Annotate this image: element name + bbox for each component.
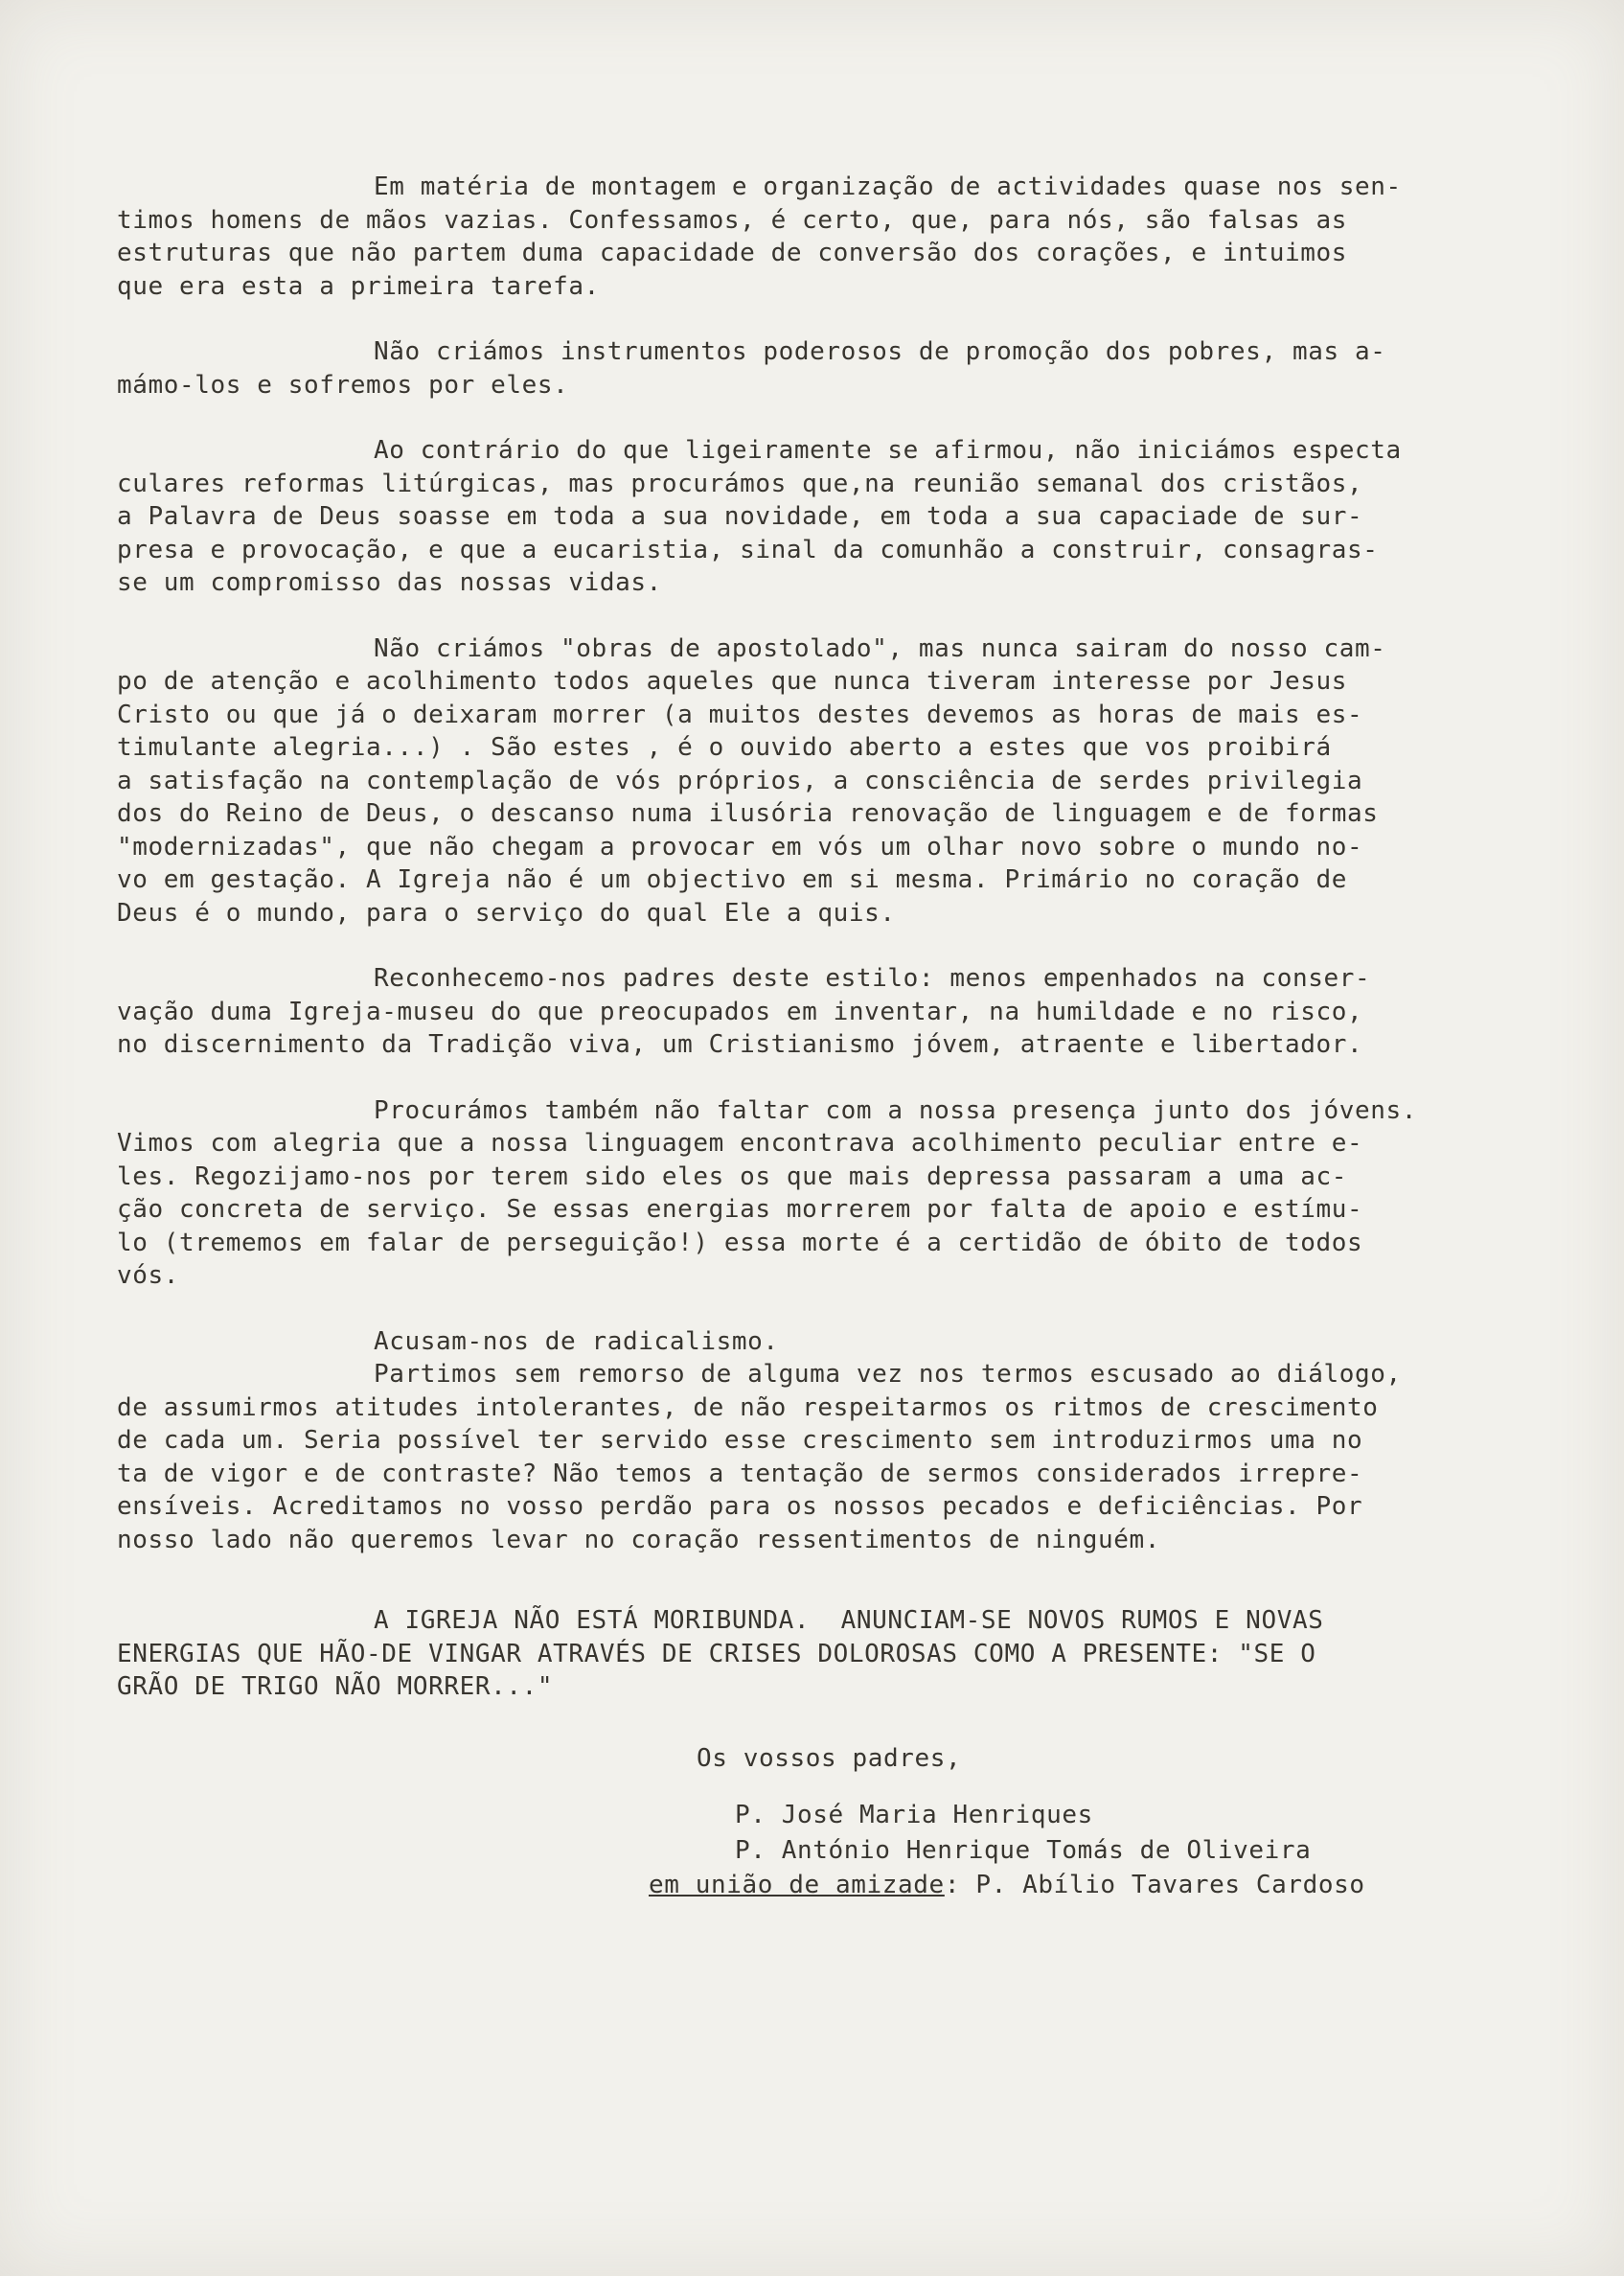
- text-line: culares reformas litúrgicas, mas procurámos que,na reunião semanal dos cristãos,: [117, 469, 1363, 498]
- text-line: Não criámos "obras de apostolado", mas nunca sairam do nosso cam-: [374, 633, 1386, 663]
- text-line: a satisfação na contemplação de vós próprios, a consciência de serdes privilegia: [117, 766, 1363, 795]
- text-line: Deus é o mundo, para o serviço do qual Ele a quis.: [117, 898, 896, 928]
- signature-jose-maria-henriques: P. José Maria Henriques: [735, 1801, 1093, 1829]
- text-line: GRÃO DE TRIGO NÃO MORRER...": [117, 1672, 554, 1701]
- signature-union-line: [117, 1869, 1497, 1902]
- signature-antonio-oliveira: P. António Henrique Tomás de Oliveira: [735, 1835, 1312, 1865]
- text-line: les. Regozijamo-nos por terem sido eles os que mais depressa passaram a uma ac-: [117, 1161, 1348, 1191]
- text-line: A IGREJA NÃO ESTÁ MORIBUNDA. ANUNCIAM-SE NOVOS RUMOS E NOVAS: [374, 1606, 1324, 1635]
- text-line: timos homens de mãos vazias. Confessamos, é certo, que, para nós, são falsas as: [117, 205, 1348, 235]
- text-line: que era esta a primeira tarefa.: [117, 271, 600, 301]
- paragraph-apostolado: [117, 632, 1497, 931]
- letter-body: [117, 171, 1497, 1902]
- text-line: nosso lado não queremos levar no coração ressentimentos de ninguém.: [117, 1525, 1160, 1554]
- text-line: Em matéria de montagem e organização de actividades quase nos sen-: [374, 172, 1402, 201]
- text-line: po de atenção e acolhimento todos aqueles que nunca tiveram interesse por Jesus: [117, 667, 1348, 696]
- text-line: vós.: [117, 1261, 180, 1290]
- text-line: a Palavra de Deus soasse em toda a sua novidade, em toda a sua capaciade de sur-: [117, 502, 1363, 531]
- text-line: estruturas que não partem duma capacidade de conversão dos corações, e intuimos: [117, 239, 1348, 267]
- radicalism-heading: Acusam-nos de radicalismo.: [374, 1326, 779, 1356]
- paragraph-liturgicas: [117, 434, 1497, 600]
- paragraph-jovens: [117, 1094, 1497, 1293]
- text-line: de assumirmos atitudes intolerantes, de não respeitarmos os ritmos de crescimento: [117, 1392, 1379, 1422]
- text-line: presa e provocação, e que a eucaristia, sinal da comunhão a construir, consagras-: [117, 535, 1379, 564]
- text-line: Cristo ou que já o deixaram morrer (a muitos destes devemos as horas de mais es-: [117, 700, 1363, 729]
- text-line: dos do Reino de Deus, o descanso numa ilusória renovação de linguagem e de formas: [117, 799, 1379, 828]
- paragraph-padres-estilo: [117, 962, 1497, 1062]
- text-line: timulante alegria...) . São estes , é o ouvido aberto a estes que vos proibirá: [117, 733, 1332, 762]
- text-line: Ao contrário do que ligeiramente se afirmou, não iniciámos especta: [374, 436, 1402, 465]
- text-line: ta de vigor e de contraste? Não temos a tentação de sermos considerados irrepre-: [117, 1459, 1363, 1488]
- text-line: ENERGIAS QUE HÃO-DE VINGAR ATRAVÉS DE CRISES DOLOROSAS COMO A PRESENTE: "SE O: [117, 1639, 1316, 1668]
- text-line: no discernimento da Tradição viva, um Cristianismo jóvem, atraente e libertador.: [117, 1030, 1363, 1059]
- text-line: vação duma Igreja-museu do que preocupados em inventar, na humildade e no risco,: [117, 997, 1363, 1026]
- text-line: Procurámos também não faltar com a nossa presença junto dos jóvens.: [374, 1095, 1417, 1125]
- text-line: vo em gestação. A Igreja não é um objectivo em si mesma. Primário no coração de: [117, 865, 1348, 894]
- text-line: Partimos sem remorso de alguma vez nos termos escusado ao diálogo,: [374, 1360, 1402, 1389]
- text-line: "modernizadas", que não chegam a provocar em vós um olhar novo sobre o mundo no-: [117, 832, 1363, 862]
- paragraph-montagem: [117, 171, 1497, 303]
- text-line: ção concreta de serviço. Se essas energias morrerem por falta de apoio e estímu-: [117, 1195, 1363, 1224]
- text-line: Não criámos instrumentos poderosos de promoção dos pobres, mas a-: [374, 337, 1386, 366]
- signoff-greeting: Os vossos padres,: [697, 1743, 962, 1773]
- paragraph-radicalismo: [117, 1325, 1497, 1557]
- closing-statement: [117, 1604, 1497, 1704]
- text-line: se um compromisso das nossas vidas.: [117, 568, 662, 597]
- text-line: Reconhecemo-nos padres deste estilo: menos empenhados na conser-: [374, 964, 1371, 993]
- union-separator: :: [944, 1871, 976, 1899]
- text-line: ensíveis. Acreditamos no vosso perdão para os nossos pecados e deficiências. Por: [117, 1492, 1363, 1521]
- text-line: mámo-los e sofremos por eles.: [117, 370, 569, 400]
- text-line: Vimos com alegria que a nossa linguagem encontrava acolhimento peculiar entre e-: [117, 1129, 1363, 1158]
- union-label: em união de amizade: [649, 1871, 945, 1899]
- signature-abilio-cardoso: P. Abílio Tavares Cardoso: [975, 1871, 1365, 1899]
- text-line: lo (trememos em falar de perseguição!) essa morte é a certidão de óbito de todos: [117, 1228, 1363, 1257]
- text-line: de cada um. Seria possível ter servido esse crescimento sem introduzirmos uma no: [117, 1426, 1363, 1455]
- paragraph-pobres: [117, 335, 1497, 402]
